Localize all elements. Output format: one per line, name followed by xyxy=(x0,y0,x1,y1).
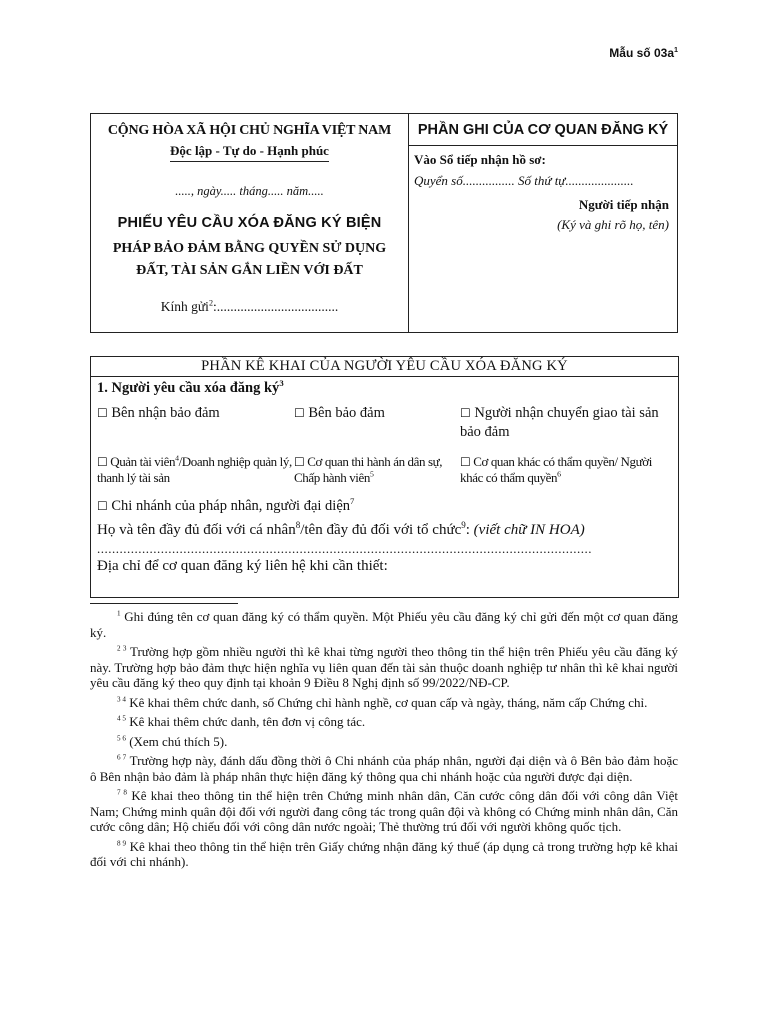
footnote-4: $^{4 5}$ Kê khai thêm chức danh, tên đơn vị công tác. xyxy=(117,714,366,729)
options-row-2 xyxy=(97,454,672,486)
registry-heading: PHẦN GHI CỦA CƠ QUAN ĐĂNG KÝ xyxy=(409,114,677,146)
addressee-field[interactable]: Kính gửi$^2$:.................................... xyxy=(160,298,339,314)
footnote-rule xyxy=(90,603,238,604)
declaration-heading: PHẦN KÊ KHAI CỦA NGƯỜI YÊU CẦU XÓA ĐĂNG KÝ xyxy=(91,357,678,377)
form-title-line2: PHÁP BẢO ĐẢM BẰNG QUYỀN SỬ DỤNG ĐẤT, TÀI SẢN GẮN LIỀN VỚI ĐẤT xyxy=(112,241,387,278)
registry-section xyxy=(409,114,677,332)
header-box xyxy=(90,113,678,333)
full-name-field[interactable]: Họ và tên đầy đủ đối với cá nhân$^8$/tên đầy đủ đối với tổ chức$^9$: (viết chữ IN HOA) xyxy=(97,520,585,538)
form-code: Mẫu số $03a^1$ xyxy=(609,45,678,60)
receiver-note: (Ký và ghi rõ họ, tên) xyxy=(557,217,669,232)
checkbox-icon[interactable]: ☐ xyxy=(460,406,471,420)
checkbox-icon[interactable]: ☐ xyxy=(97,406,108,420)
book-label: Vào Sổ tiếp nhận hồ sơ: xyxy=(414,152,546,167)
checkbox-icon[interactable]: ☐ xyxy=(294,406,305,420)
footnote-8: $^{8 9}$ Kê khai theo thông tin thể hiện trên Giấy chứng nhận đăng ký thuế (áp dụng cả trong trường hợp kê khai đối với chi nhánh). xyxy=(90,838,678,869)
footnote-7: $^{7 8}$ Kê khai theo thông tin thể hiện trên Chứng minh nhân dân, Căn cước công dân đối với công dân Việt Nam; Chứng minh quân đội đối với người đang công tác trong quân đội và không có Chứng minh nhân dân, Căn cước công dân; Hộ chiếu đối với công dân nước ngoài; Thẻ thường trú đối với người không quốc tịch. xyxy=(90,788,678,834)
form-title-line1: PHIẾU YÊU CẦU XÓA ĐĂNG KÝ BIỆN xyxy=(117,215,382,231)
nation-name: CỘNG HÒA XÃ HỘI CHỦ NGHĨA VIỆT NAM xyxy=(107,123,392,138)
footnote-1: $^1$ Ghi đúng tên cơ quan đăng ký có thẩm quyền. Một Phiếu yêu cầu đăng ký chỉ gửi đến một cơ quan đăng ký. xyxy=(90,609,678,640)
book-number-line[interactable]: Quyển số................ Số thứ tự..................... xyxy=(414,173,634,188)
contact-address-field[interactable]: Địa chỉ để cơ quan đăng ký liên hệ khi cần thiết: xyxy=(97,558,388,574)
checkbox-icon[interactable]: ☐ xyxy=(97,499,108,513)
section-1-title: 1. Người yêu cầu xóa đăng $ký^3$ xyxy=(97,378,284,396)
footnote-6: $^{6 7}$ Trường hợp này, đánh dấu đồng thời ô Chi nhánh của pháp nhân, người đại diện và ô Bên bảo đảm hoặc ô Bên nhận bảo đảm là pháp nhân thực hiện đăng ký thông qua chi nhánh hoặc của người được đại diện. xyxy=(90,753,678,784)
option-other-authority[interactable]: ☐ Cơ quan khác có thẩm quyền/ Người khác có thẩm quyền$^6$ xyxy=(460,454,652,485)
checkbox-icon[interactable]: ☐ xyxy=(460,455,471,469)
option-enforcement-agency[interactable]: ☐ Cơ quan thi hành án dân sự, Chấp hành viên$^5$ xyxy=(294,454,443,485)
options-row-1 xyxy=(97,404,672,442)
option-securing-party[interactable]: ☐ Bên bảo đảm xyxy=(294,405,385,421)
checkbox-icon[interactable]: ☐ xyxy=(97,455,108,469)
applicant-header xyxy=(91,114,409,332)
footnote-2: $^{2 3}$ Trường hợp gồm nhiều người thì kê khai từng người theo thông tin thể hiện trên Phiếu yêu cầu đăng ký này. Trường hợp bảo đảm thực hiện nghĩa vụ liên quan đến tài sản thuộc doanh nghiệp tư nhân thì kê khai người yêu cầu đăng ký theo quy định tại khoản 9 Điều 8 Nghị định số 99/2022/NĐ-CP. xyxy=(90,644,678,690)
footnote-3: $^{3 4}$ Kê khai thêm chức danh, số Chứng chỉ hành nghề, cơ quan cấp và ngày, tháng, năm cấp Chứng chỉ. xyxy=(117,694,648,710)
option-administrator[interactable]: ☐ Quản tài viên$^4$/Doanh nghiệp quản lý, thanh lý tài sản xyxy=(97,453,292,485)
footnote-5: $^{5 6}$ (Xem chú thích 5). xyxy=(117,733,228,749)
option-asset-transferee[interactable]: ☐ Người nhận chuyển giao tài sản bảo đảm xyxy=(460,405,659,440)
checkbox-icon[interactable]: ☐ xyxy=(294,455,305,469)
footnotes xyxy=(90,609,678,874)
option-secured-party[interactable]: ☐ Bên nhận bảo đảm xyxy=(97,405,220,421)
national-motto: Độc lập - Tự do - Hạnh phúc xyxy=(170,143,329,162)
option-branch[interactable]: ☐ Chi nhánh của pháp nhân, người đại diện$^7$ xyxy=(97,496,355,514)
full-name-dots[interactable]: .................................................................................................................................... xyxy=(97,541,592,556)
date-line: ....., ngày..... tháng..... năm..... xyxy=(175,184,324,198)
declaration-box xyxy=(90,356,679,598)
receiver-label: Người tiếp nhận xyxy=(578,197,669,212)
